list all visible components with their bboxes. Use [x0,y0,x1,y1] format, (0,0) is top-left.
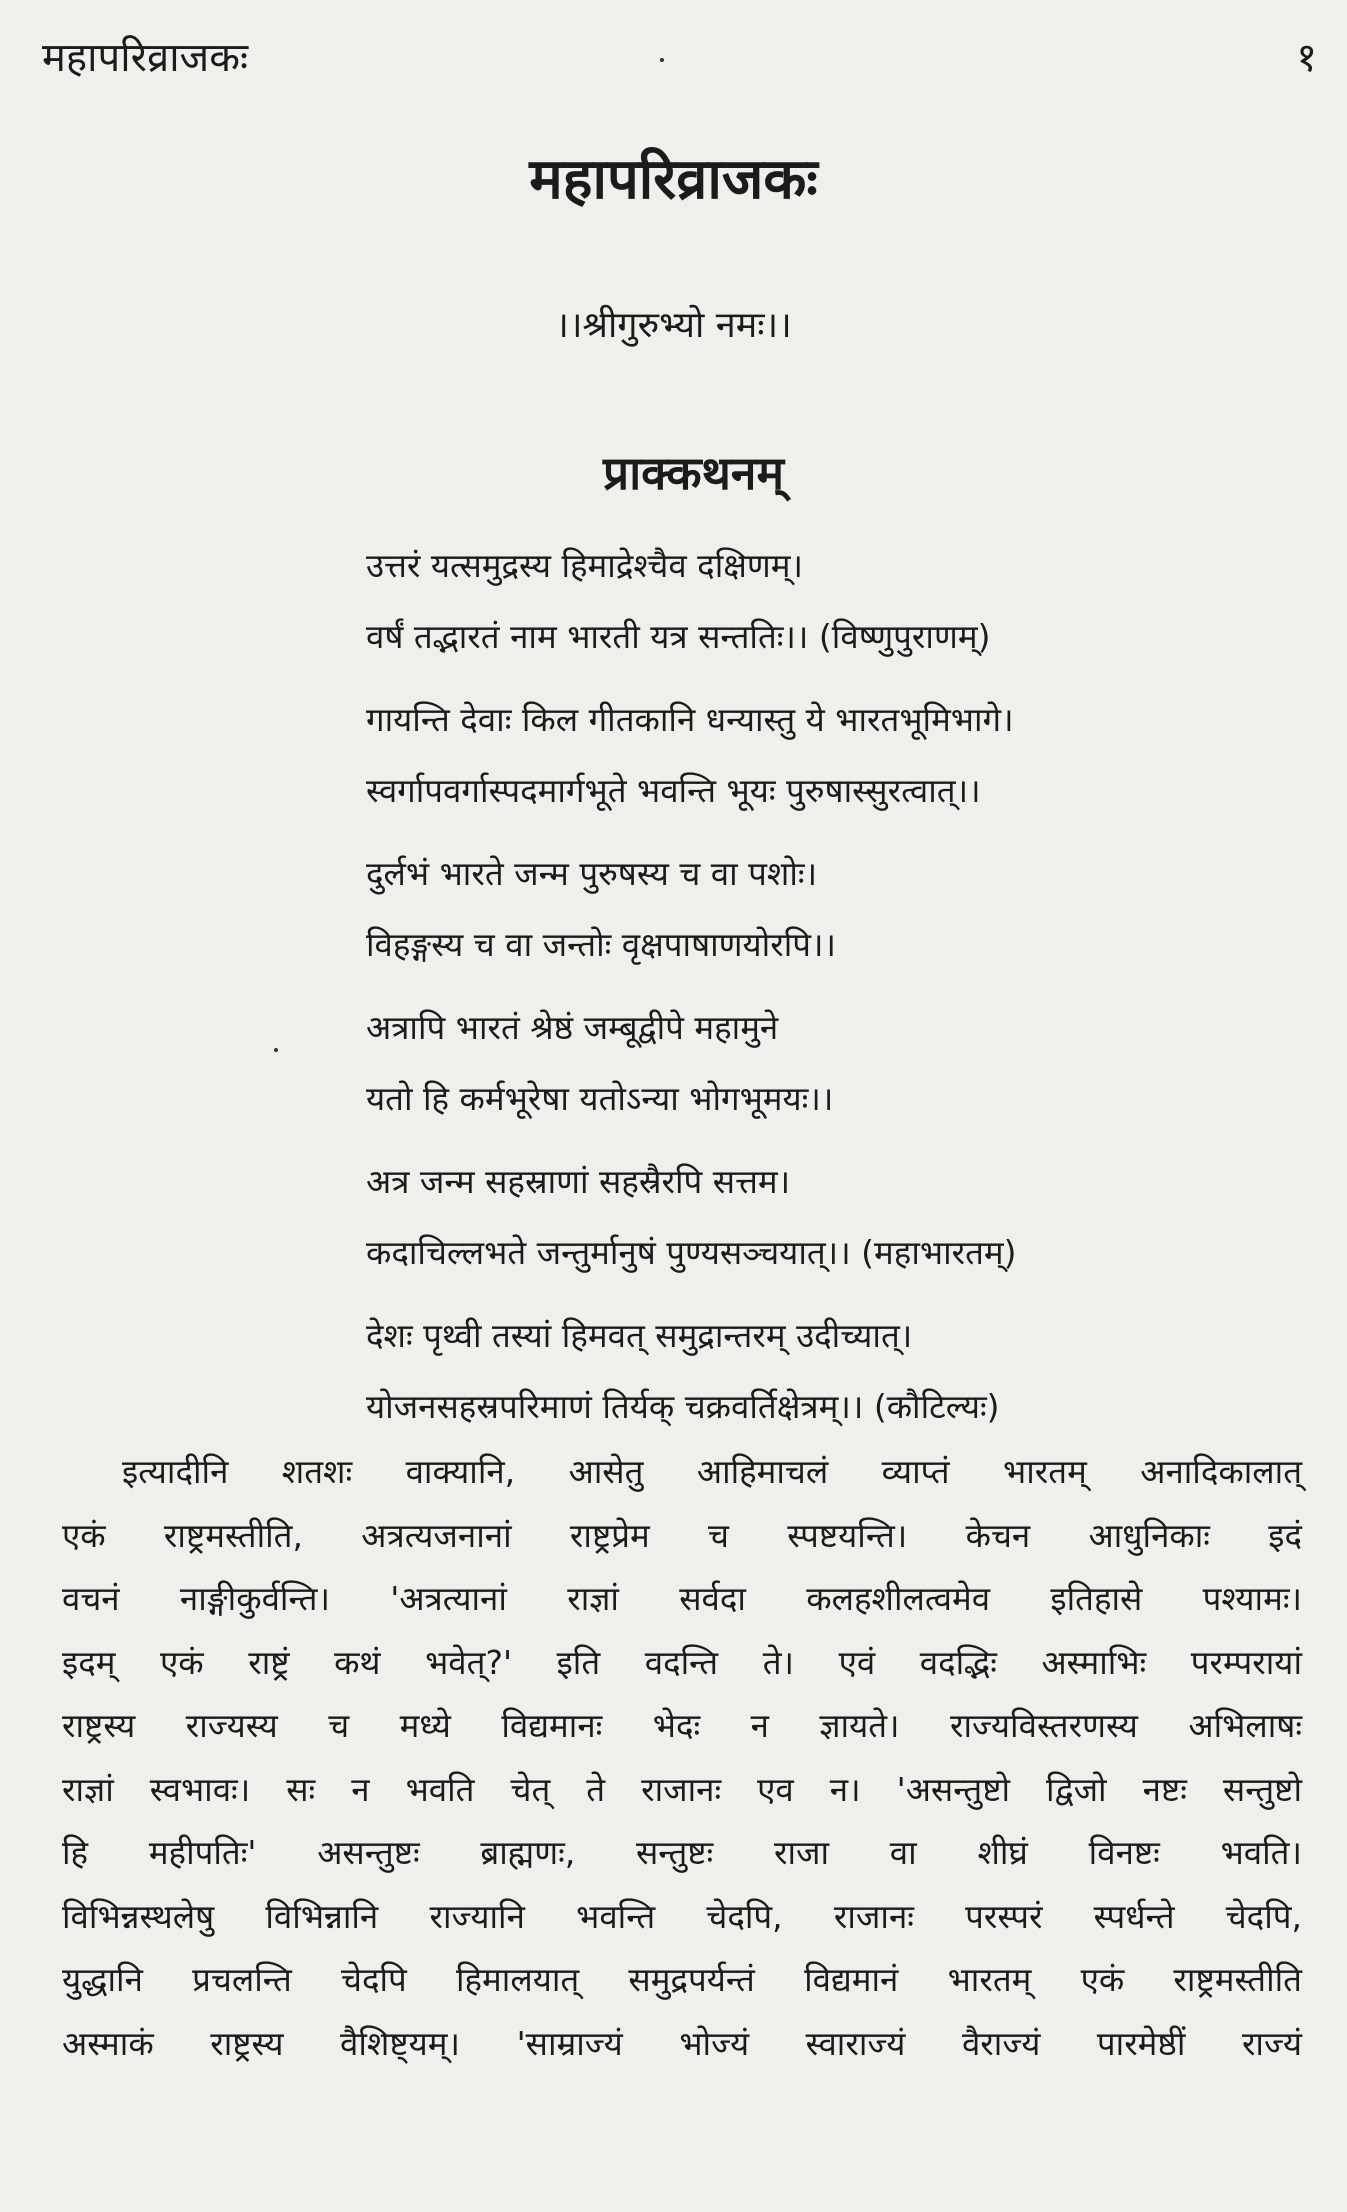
verse-line: अत्रापि भारतं श्रेष्ठं जम्बूद्वीपे महामुने [366,1008,779,1047]
paragraph-line: विभिन्नस्थलेषु विभिन्नानि राज्यानि भवन्ति चेदपि, राजानः परस्परं स्पर्धन्ते चेदपि, [62,1896,1302,1936]
paragraph-line: एकं राष्ट्रमस्तीति, अत्रत्यजनानां राष्ट्रप्रेम च स्पष्टयन्ति। केचन आधुनिकाः इदं [62,1515,1302,1555]
verse-stanza [366,530,1266,672]
verse-line: स्वर्गापवर्गास्पदमार्गभूते भवन्ति भूयः पुरुषास्सुरत्वात्।। [366,771,981,810]
paragraph-line: वचनं नाङ्गीकुर्वन्ति। 'अत्रत्यानां राज्ञां सर्वदा कलहशीलत्वमेव इतिहासे पश्यामः। [62,1579,1302,1618]
paragraph-line: इदम् एकं राष्ट्रं कथं भवेत्?' इति वदन्ति ते। एवं वदद्भिः अस्माभिः परम्परायां [62,1642,1302,1682]
verse-line: दुर्लभं भारते जन्म पुरुषस्य च वा पशोः। [366,854,818,893]
verse-line: योजनसहस्रपरिमाणं तिर्यक् चक्रवर्तिक्षेत्रम्।। (कौटिल्यः) [366,1387,1000,1426]
page-title: महापरिव्राजकः [529,147,818,212]
verse-line: यतो हि कर्मभूरेषा यतोऽन्या भोगभूमयः।। [366,1079,834,1118]
page-number: १ [1296,35,1317,81]
paragraph-line: युद्धानि प्रचलन्ति चेदपि हिमालयात् समुद्रपर्यन्तं विद्यमानं भारतम् एकं राष्ट्रमस्तीति [62,1960,1302,1999]
verse-stanza [366,1146,1266,1288]
paragraph-line: इत्यादीनि शतशः वाक्यानि, आसेतु आहिमाचलं व्याप्तं भारतम् अनादिकालात् [122,1452,1302,1491]
invocation: ।।श्रीगुरुभ्यो नमः।। [555,305,792,346]
verse-stanza [366,992,1266,1134]
print-speck [274,1048,278,1052]
verse-line: अत्र जन्म सहस्राणां सहस्रैरपि सत्तम। [366,1162,791,1201]
paragraph-line: अस्माकं राष्ट्रस्य वैशिष्ट्यम्। 'साम्राज्यं भोज्यं स्वाराज्यं वैराज्यं पारमेष्ठीं राज्यं [62,2023,1302,2063]
verse-stanza [366,1300,1266,1442]
paragraph-line: राष्ट्रस्य राज्यस्य च मध्ये विद्यमानः भेदः न ज्ञायते। राज्यविस्तरणस्य अभिलाषः [62,1706,1302,1745]
page-header [42,30,1317,86]
verse-line: विहङ्गस्य च वा जन्तोः वृक्षपाषाणयोरपि।। [366,925,837,964]
paragraph-line: हि महीपतिः' असन्तुष्टः ब्राह्मणः, सन्तुष्टः राजा वा शीघ्रं विनष्टः भवति। [62,1833,1302,1872]
verse-line: देशः पृथ्वी तस्यां हिमवत् समुद्रान्तरम् उदीच्यात्। [366,1316,913,1355]
verse-line: वर्षं तद्भारतं नाम भारती यत्र सन्ततिः।। (विष्णुपुराणम्) [366,617,991,656]
running-title: महापरिव्राजकः [42,35,249,81]
print-speck [660,58,664,62]
section-title: प्राक्कथनम् [603,446,784,500]
verse-block [366,530,1266,1454]
paragraph-line: राज्ञां स्वभावः। सः न भवति चेत् ते राजानः एव न। 'असन्तुष्टो द्विजो नष्टः सन्तुष्टो [62,1769,1302,1809]
verse-stanza [366,838,1266,980]
verse-line: उत्तरं यत्समुद्रस्य हिमाद्रेश्चैव दक्षिणम्। [366,546,804,585]
verse-line: कदाचिल्लभते जन्तुर्मानुषं पुण्यसञ्चयात्।। (महाभारतम्) [366,1233,1017,1272]
verse-line: गायन्ति देवाः किल गीतकानि धन्यास्तु ये भारतभूमिभागे। [366,700,1014,739]
body-paragraph [62,1440,1302,2075]
verse-stanza [366,684,1266,826]
